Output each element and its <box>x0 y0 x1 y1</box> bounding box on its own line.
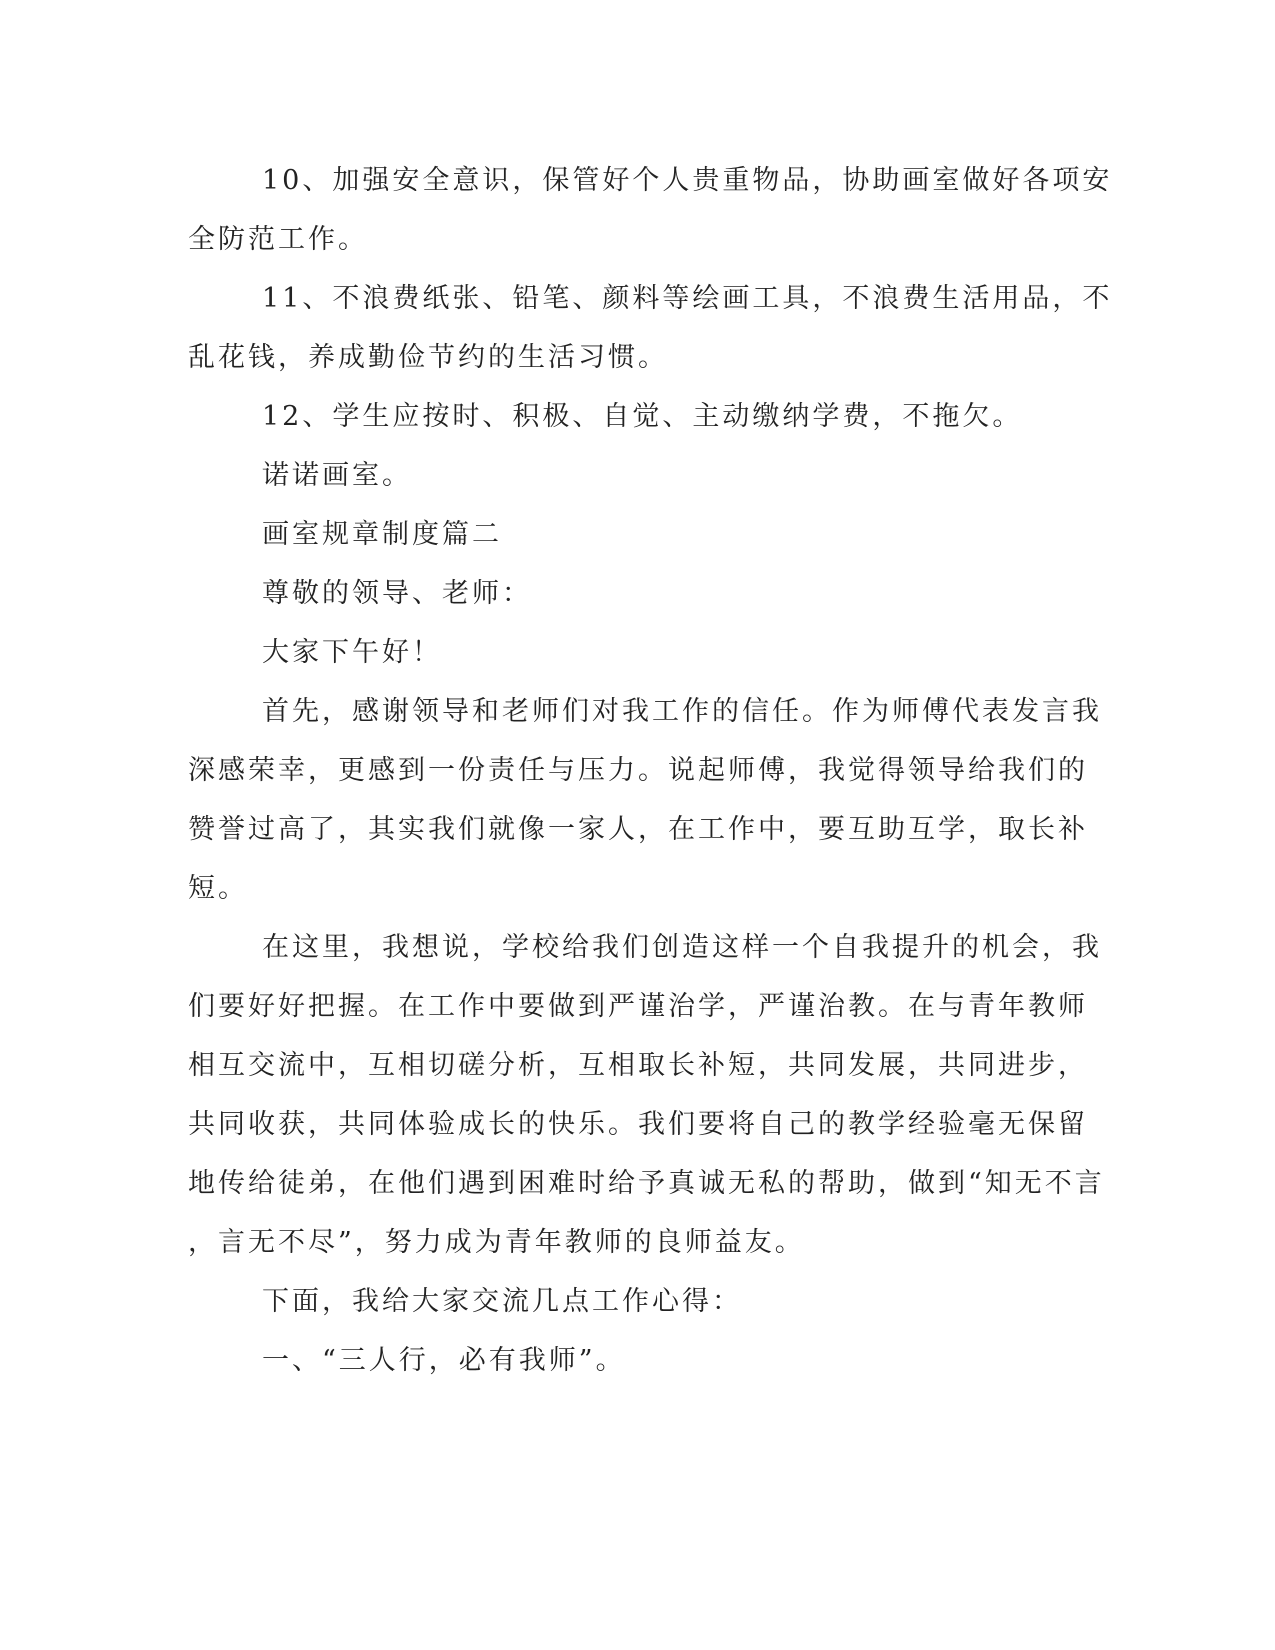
paragraph-line: 大家下午好！ <box>262 637 442 668</box>
paragraph-line: 们要好好把握。在工作中要做到严谨治学，严谨治教。在与青年教师 <box>188 991 1088 1022</box>
section-heading: 画室规章制度篇二 <box>262 519 502 550</box>
paragraph-line: 诺诺画室。 <box>262 460 412 491</box>
paragraph-line: 乱花钱，养成勤俭节约的生活习惯。 <box>188 342 668 373</box>
paragraph-line: ，言无不尽”，努力成为青年教师的良师益友。 <box>188 1227 805 1258</box>
paragraph-line: 赞誉过高了，其实我们就像一家人，在工作中，要互助互学，取长补 <box>188 814 1088 845</box>
paragraph-line: 共同收获，共同体验成长的快乐。我们要将自己的教学经验毫无保留 <box>188 1109 1088 1140</box>
paragraph-line: 相互交流中，互相切磋分析，互相取长补短，共同发展，共同进步， <box>188 1050 1088 1081</box>
paragraph-line: 11、不浪费纸张、铅笔、颜料等绘画工具，不浪费生活用品，不 <box>262 283 1113 314</box>
paragraph-line: 深感荣幸，更感到一份责任与压力。说起师傅，我觉得领导给我们的 <box>188 755 1088 786</box>
paragraph-line: 短。 <box>188 873 248 904</box>
paragraph-line: 在这里，我想说，学校给我们创造这样一个自我提升的机会，我 <box>262 932 1102 963</box>
paragraph-line: 全防范工作。 <box>188 224 368 255</box>
paragraph-line: 一、“三人行，必有我师”。 <box>262 1345 626 1376</box>
paragraph-line: 10、加强安全意识，保管好个人贵重物品，协助画室做好各项安 <box>262 165 1113 196</box>
paragraph-line: 尊敬的领导、老师： <box>262 578 532 609</box>
paragraph-line: 首先，感谢领导和老师们对我工作的信任。作为师傅代表发言我 <box>262 696 1102 727</box>
paragraph-line: 地传给徒弟，在他们遇到困难时给予真诚无私的帮助，做到“知无不言 <box>188 1168 1105 1199</box>
paragraph-line: 下面，我给大家交流几点工作心得： <box>262 1286 742 1317</box>
paragraph-line: 12、学生应按时、积极、自觉、主动缴纳学费，不拖欠。 <box>262 401 1023 432</box>
